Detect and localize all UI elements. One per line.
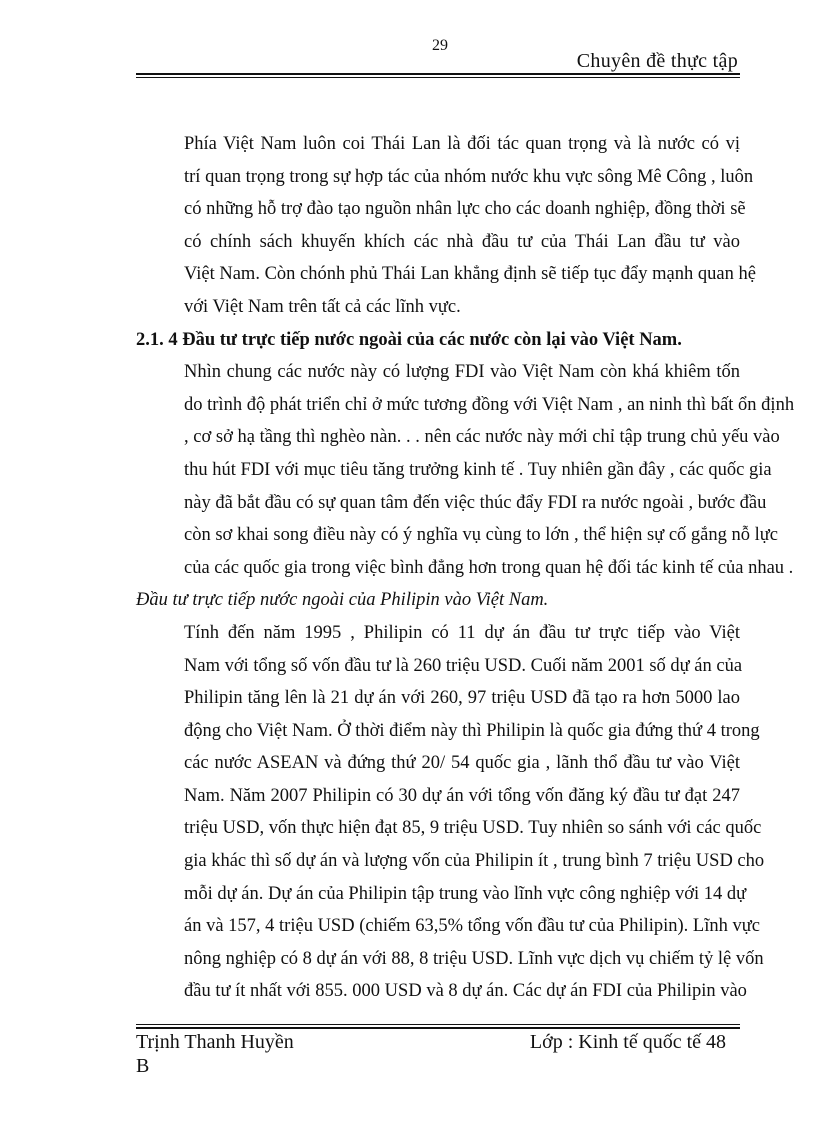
text-line: Đầu tư trực tiếp nước ngoài của Philipin vào Việt Nam.	[136, 590, 549, 611]
footer-class: Lớp : Kinh tế quốc tế 48	[529, 1031, 726, 1053]
text-line: Phía Việt Nam luôn coi Thái Lan là đối tác quan trọng và là nước có vị	[184, 134, 740, 154]
text-line: gia khác thì số dự án và lượng vốn của Philipin ít , trung bình 7 triệu USD cho	[184, 851, 765, 872]
text-line: động cho Việt Nam. Ở thời điểm này thì Philipin là quốc gia đứng thứ 4 trong	[184, 720, 760, 741]
text-line: án và 157, 4 triệu USD (chiếm 63,5% tổng vốn đầu tư của Philipin). Lĩnh vực	[184, 916, 760, 937]
subheading-philippines	[136, 584, 740, 617]
section-heading	[136, 324, 740, 357]
paragraph-overview	[136, 356, 795, 584]
text-line: với Việt Nam trên tất cả các lĩnh vực.	[184, 296, 461, 317]
text-line: có chính sách khuyến khích các nhà đầu tư của Thái Lan đầu tư vào	[184, 231, 740, 252]
text-line: Việt Nam. Còn chónh phủ Thái Lan khẳng định sẽ tiếp tục đẩy mạnh quan hệ	[184, 264, 756, 285]
text-line: này đã bắt đầu có sự quan tâm đến việc thúc đẩy FDI ra nước ngoài , bước đầu	[184, 492, 767, 513]
paragraph-philippines	[136, 617, 765, 1008]
footer-rule	[136, 1024, 740, 1029]
text-line: có những hỗ trợ đào tạo nguồn nhân lực cho các doanh nghiệp, đồng thời sẽ	[184, 199, 746, 220]
header-rule	[136, 73, 740, 78]
text-line: do trình độ phát triển chỉ ở mức tương đồng với Việt Nam , an ninh thì bất ổn định	[184, 394, 795, 415]
text-line: nông nghiệp có 8 dự án với 88, 8 triệu USD. Lĩnh vực dịch vụ chiếm tỷ lệ vốn	[184, 948, 764, 969]
text-line: các nước ASEAN và đứng thứ 20/ 54 quốc gia , lãnh thổ đầu tư vào Việt	[184, 753, 740, 774]
text-line: của các quốc gia trong việc bình đẳng hơn trong quan hệ đối tác kinh tế của nhau .	[184, 557, 794, 578]
text-line: đầu tư ít nhất với 855. 000 USD và 8 dự án. Các dự án FDI của Philipin vào	[184, 981, 747, 1002]
author-suffix: B	[136, 1055, 150, 1077]
text-line: Nam. Năm 2007 Philipin có 30 dự án với tổng vốn đăng ký đầu tư đạt 247	[184, 785, 740, 806]
text-line: Nam với tổng số vốn đầu tư là 260 triệu USD. Cuối năm 2001 số dự án của	[184, 655, 743, 676]
text-line: thu hút FDI với mục tiêu tăng trưởng kinh tế . Tuy nhiên gần đây , các quốc gia	[184, 459, 772, 480]
text-line: Tính đến năm 1995 , Philipin có 11 dự án đầu tư trực tiếp vào Việt	[184, 622, 740, 643]
paragraph-thailand-1	[136, 128, 754, 226]
text-line: 2.1. 4 Đầu tư trực tiếp nước ngoài của các nước còn lại vào Việt Nam.	[136, 329, 682, 350]
author-name: Trịnh Thanh Huyền	[136, 1031, 294, 1053]
text-line: trí quan trọng trong sự hợp tác của nhóm nước khu vực sông Mê Công , luôn	[184, 166, 754, 187]
text-line: , cơ sở hạ tầng thì nghèo nàn. . . nên các nước này mới chỉ tập trung chủ yếu vào	[184, 427, 780, 448]
text-line: còn sơ khai song điều này có ý nghĩa vụ cùng to lớn , thể hiện sự cố gắng nỗ lực	[184, 525, 778, 546]
footer-author	[136, 1030, 294, 1078]
text-line: Nhìn chung các nước này có lượng FDI vào Việt Nam còn khá khiêm tốn	[184, 362, 740, 383]
paragraph-thailand-2	[136, 226, 756, 324]
text-line: mỗi dự án. Dự án của Philipin tập trung vào lĩnh vực công nghiệp với 14 dự	[184, 883, 747, 904]
page-number: 29	[432, 37, 448, 54]
text-line: triệu USD, vốn thực hiện đạt 85, 9 triệu USD. Tuy nhiên so sánh với các quốc	[184, 818, 762, 839]
document-body	[136, 128, 795, 1008]
header-title: Chuyên đề thực tập	[576, 50, 738, 72]
text-line: Philipin tăng lên là 21 dự án với 260, 97 triệu USD đã tạo ra hơn 5000 lao	[184, 688, 740, 709]
